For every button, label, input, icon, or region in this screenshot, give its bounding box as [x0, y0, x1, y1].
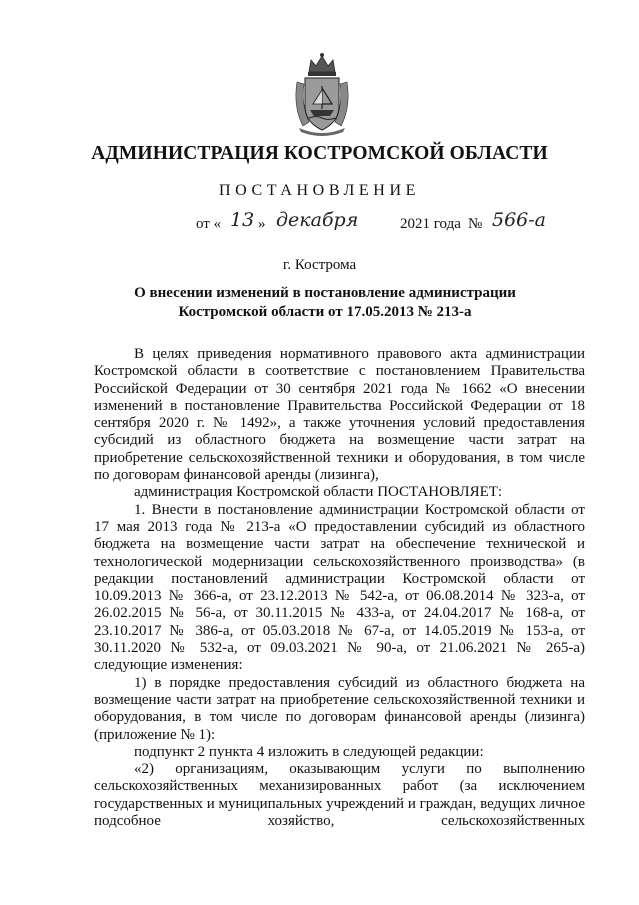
paragraph-subitem-1: 1) в порядке предоставления субсидий из областного бюджета на возмещение части затрат на приобретение сельскохозяйственной техники и оборудования, в том числе по договорам финансовой аренды (лизинга) (приложение № 1): — [94, 674, 585, 743]
handwritten-month: декабря — [276, 209, 359, 231]
organization-title: АДМИНИСТРАЦИЯ КОСТРОМСКОЙ ОБЛАСТИ — [91, 143, 548, 164]
paragraph-new-wording: «2) организациям, оказывающим услуги по выполнению сельскохозяйственных механизированных работ (за исключением государственных и муниципальных учреждений и граждан, ведущих личное подсобное хозяйство, сельскохозяйственных — [94, 761, 585, 830]
year-text: 2021 года — [400, 216, 461, 232]
document-type: ПОСТАНОВЛЕНИЕ — [219, 182, 420, 199]
subject-line-1: О внесении изменений в постановление администрации — [134, 285, 516, 301]
city-name: г. Кострома — [282, 257, 357, 273]
date-prefix: от « — [196, 216, 222, 232]
document-body — [94, 346, 585, 830]
paragraph-item-1: 1. Внести в постановление администрации Костромской области от 17 мая 2013 года № 213-а «О предоставлении субсидий из областного бюджета на возмещение части затрат на обеспечение технической и технологической модернизации сельскохозяйственного производства» (в редакции постановлений администрации Костромской области от 10.09.2013 № 366-а, от 23.12.2013 № 542-а, от 06.08.2014 № 323-а, от 26.02.2015 № 56-а, от 30.11.2015 № 433-а, от 24.04.2017 № 168-а, от 23.10.2017 № 386-а, от 05.03.2018 № 67-а, от 14.05.2019 № 153-а, от 30.11.2020 № 532-а, от 09.03.2021 № 90-а, от 21.06.2021 № 265-а) следующие изменения: — [94, 501, 585, 674]
document-subject — [80, 284, 570, 322]
handwritten-number: 566-а — [492, 209, 547, 231]
coat-of-arms-emblem — [289, 52, 355, 136]
paragraph-preamble: В целях приведения нормативного правового акта администрации Костромской области в соответствие с постановлением Правительства Российской Федерации от 30 сентября 2021 года № 1662 «О внесении изменений в постановление Правительства Российской Федерации от 18 сентября 2020 г. № 1492», а также уточнения условий предоставления субсидий из областного бюджета на возмещение части затрат на приобретение сельскохозяйственной техники и оборудования, в том числе по договорам финансовой аренды (лизинга), — [94, 346, 585, 484]
number-sign: № — [468, 216, 483, 232]
paragraph-resolves: администрация Костромской области ПОСТАНОВЛЯЕТ: — [134, 484, 503, 501]
subject-line-2: Костромской области от 17.05.2013 № 213-а — [178, 304, 472, 320]
paragraph-subpoint: подпункт 2 пункта 4 изложить в следующей редакции: — [134, 743, 484, 760]
handwritten-day: 13 — [230, 209, 255, 231]
quote-close: » — [258, 216, 266, 232]
